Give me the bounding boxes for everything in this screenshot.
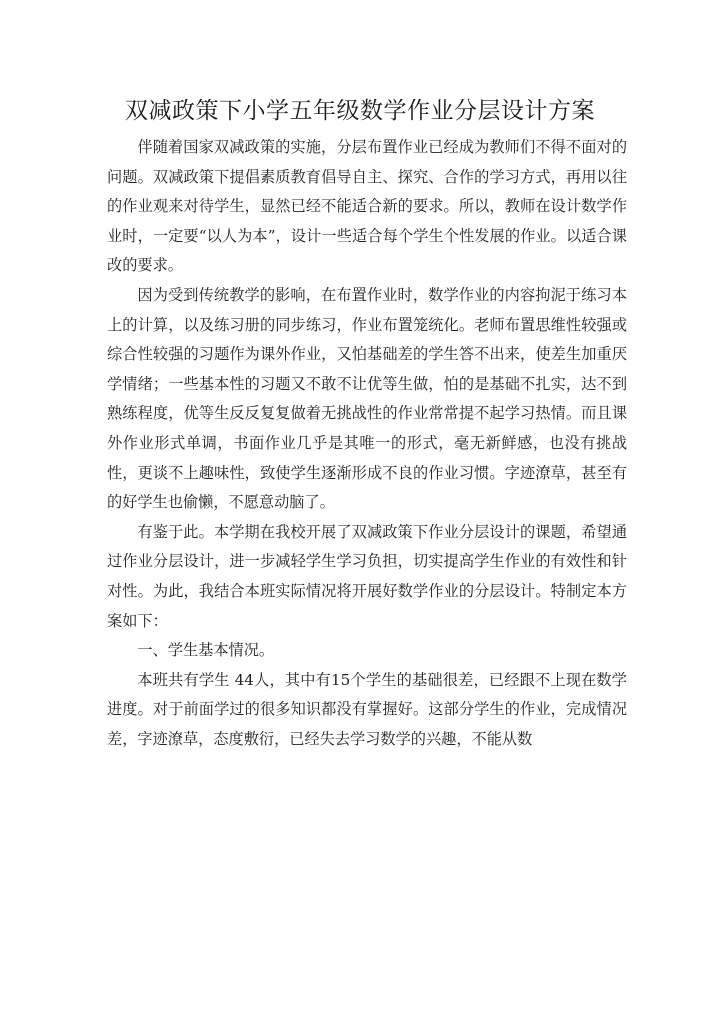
paragraph-intro: 伴随着国家双减政策的实施，分层布置作业已经成为教师们不得不面对的问题。双减政策下提倡素质教育倡导自主、探究、合作的学习方式，再用以往的作业观来对待学生，显然已经不能适合新的要求。所以，教师在设计数学作业时，一定要“以人为本”，设计一些适合每个学生个性发展的作业。以适合课改的要求。 xyxy=(107,138,627,275)
document-body xyxy=(107,133,627,754)
paragraph-student-situation: 本班共有学生 44人，其中有15个学生的基础很差，已经跟不上现在数学进度。对于前面学过的很多知识都没有掌握好。这部分学生的作业，完成情况差，字迹潦草，态度敷衍，已经失去学习数学的兴趣，不能从数 xyxy=(107,670,627,748)
paragraph-background: 因为受到传统教学的影响，在布置作业时，数学作业的内容拘泥于练习本上的计算，以及练习册的同步练习，作业布置笼统化。老师布置思维性较强或综合性较强的习题作为课外作业，又怕基础差的学生答不出来，使差生加重厌学情绪；一些基本性的习题又不敢不让优等生做，怕的是基础不扎实，达不到熟练程度，优等生反反复复做着无挑战性的作业常常提不起学习热情。而且课外作业形式单调，书面作业几乎是其唯一的形式，毫无新鲜感，也没有挑战性，更谈不上趣味性，致使学生逐渐形成不良的作业习惯。字迹潦草，甚至有的好学生也偷懒，不愿意动脑了。 xyxy=(107,285,627,512)
paragraph-purpose: 有鉴于此。本学期在我校开展了双减政策下作业分层设计的课题，希望通过作业分层设计，进一步减轻学生学习负担，切实提高学生作业的有效性和针对性。为此，我结合本班实际情况将开展好数学作业的分层设计。特制定本方案如下： xyxy=(107,522,627,630)
section-heading-student-situation: 一、学生基本情况。 xyxy=(137,641,275,660)
document-title: 双减政策下小学五年级数学作业分层设计方案 xyxy=(125,98,595,124)
